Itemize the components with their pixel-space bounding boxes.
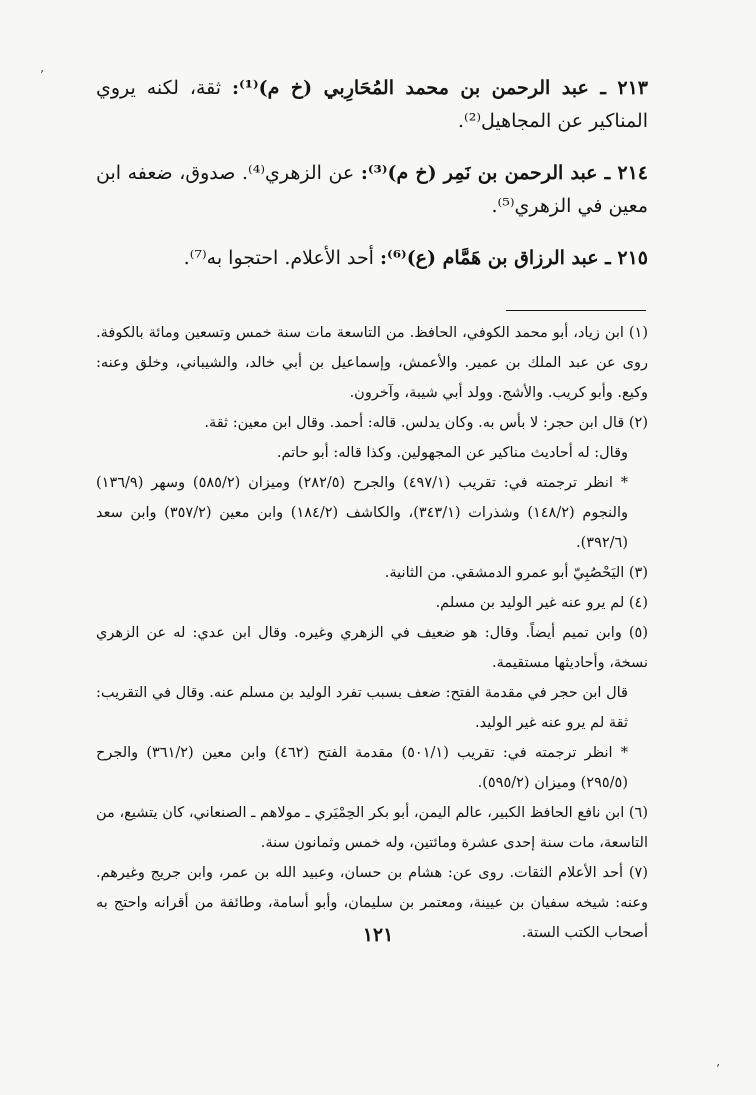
footnote-5: (٥) وابن تميم أيضاً. وقال: هو ضعيف في الزهري وغيره. وقال ابن عدي: له عن الزهري نسخة، وأحاديثها مستقيمة. xyxy=(96,625,648,671)
entry-text: عن الزهري⁽⁴⁾. صدوق، ضعفه ابن معين في الزهري⁽⁵⁾. xyxy=(96,162,648,217)
entry-head: ٢١٣ ـ عبد الرحمن بن محمد المُحَارِبي (خ م)⁽¹⁾: xyxy=(231,77,648,99)
footnote-6: (٦) ابن نافع الحافظ الكبير، عالم اليمن، أبو بكر الحِمْيَري ـ مولاهم ـ الصنعاني، كان يتشيع، من التاسعة، مات سنة إحدى عشرة ومائتين، وله خمس وثمانون سنة. xyxy=(96,805,648,851)
entry-213 xyxy=(96,72,648,138)
entry-text: ثقة، لكنه يروي المناكير عن المجاهيل⁽²⁾. xyxy=(96,77,648,132)
footnote-3: (٣) اليَحْصُبِيّ أبو عمرو الدمشقي. من الثانية. xyxy=(384,565,648,581)
entry-215 xyxy=(96,242,648,275)
main-text xyxy=(96,72,648,285)
footnote-2-references: * انظر ترجمته في: تقريب (٤٩٧/١) والجرح (٢٨٢/٥) وميزان (٥٨٥/٢) وسهر (١٣٦/٩) والنجوم (١٤٨/٢) وشذرات (٣٤٣/١)، والكاشف (١٨٤/٢) وابن معين (٣٥٧/٢) وابن سعد (٣٩٢/٦). xyxy=(96,475,629,551)
footnote-5-references: * انظر ترجمته في: تقريب (٥٠١/١) مقدمة الفتح (٤٦٢) وابن معين (٣٦١/٢) والجرح (٢٩٥/٥) وميزان (٥٩٥/٢). xyxy=(96,745,628,791)
footnote-2-continued: وقال: له أحاديث مناكير عن المجهولين. وكذا قاله: أبو حاتم. xyxy=(276,445,628,461)
footnote-5-continued: قال ابن حجر في مقدمة الفتح: ضعف بسبب تفرد الوليد بن مسلم عنه. وقال في التقريب: ثقة لم يرو عنه غير الوليد. xyxy=(96,685,628,731)
scan-mark: ’ xyxy=(40,68,44,82)
entry-head: ٢١٥ ـ عبد الرزاق بن هَمَّام (ع)⁽⁶⁾: xyxy=(380,247,648,269)
footnote-1: (١) ابن زياد، أبو محمد الكوفي، الحافظ. من التاسعة مات سنة خمس وتسعين ومائة بالكوفة. روى عن عبد الملك بن عمير. والأعمش، وإسماعيل بن أبي خالد، والشيباني، وخلق وعنه: وكيع. وأبو كريب. والأشج. وولد أبي شيبة، وآخرون. xyxy=(96,325,648,401)
entry-214 xyxy=(96,157,648,223)
footnote-2: (٢) قال ابن حجر: لا بأس به. وكان يدلس. قاله: أحمد. وقال ابن معين: ثقة. xyxy=(204,415,648,431)
footnote-7: (٧) أحد الأعلام الثقات. روى عن: هشام بن حسان، وعبيد الله بن عمر، وابن جريج وغيرهم. وعنه: شيخه سفيان بن عيينة، ومعتمر بن سليمان، وأبو أسامة، وطائفة من أقرانه واحتج به أصحاب الكتب الستة. xyxy=(96,865,648,941)
footnotes xyxy=(96,318,648,948)
footnote-4: (٤) لم يرو عنه غير الوليد بن مسلم. xyxy=(435,595,648,611)
entry-head: ٢١٤ ـ عبد الرحمن بن نَمِر (خ م)⁽³⁾: xyxy=(360,162,648,184)
page-number: ١٢١ xyxy=(362,924,394,946)
footnote-divider xyxy=(506,310,646,311)
scan-mark: ’ xyxy=(716,1062,720,1076)
entry-text: أحد الأعلام. احتجوا به⁽⁷⁾. xyxy=(183,247,381,269)
